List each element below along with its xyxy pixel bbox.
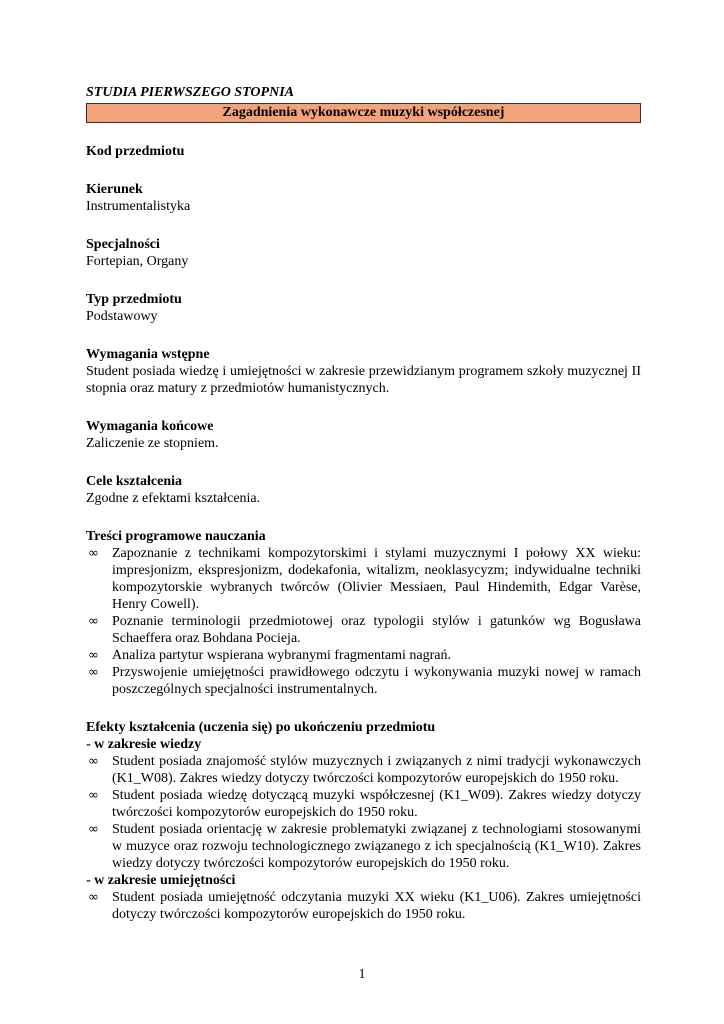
efekty-umiejetnosci-list: [86, 889, 641, 923]
typ-value: Podstawowy: [86, 309, 158, 324]
page-number: 1: [358, 967, 366, 982]
infinity-bullet-icon: ∞: [88, 788, 99, 803]
wymagania-koncowe-label: Wymagania końcowe: [86, 419, 214, 434]
section-efekty: [86, 719, 641, 923]
infinity-bullet-icon: ∞: [88, 754, 99, 769]
document-content: [86, 84, 641, 923]
section-cele: [86, 473, 641, 507]
cele-value: Zgodne z efektami kształcenia.: [86, 491, 261, 506]
list-item: ∞ Poznanie terminologii przedmiotowej oraz typologii stylów i gatunków wg Bogusława Schaeffera oraz Bohdana Pocieja.: [88, 614, 641, 646]
efekty-wiedza-label: - w zakresie wiedzy: [86, 737, 202, 752]
section-tresci: [86, 528, 641, 698]
specjalnosci-value: Fortepian, Organy: [86, 254, 189, 269]
infinity-bullet-icon: ∞: [88, 648, 99, 663]
specjalnosci-label: Specjalności: [86, 237, 160, 252]
typ-label: Typ przedmiotu: [86, 292, 182, 307]
kierunek-value: Instrumentalistyka: [86, 199, 191, 214]
list-item: ∞ Student posiada umiejętność odczytania muzyki XX wieku (K1_U06). Zakres umiejętności dotyczy twórczości kompozytorów europejskich do 1950 roku.: [88, 890, 641, 922]
tresci-list: [86, 545, 641, 698]
section-kierunek: [86, 181, 641, 215]
cele-label: Cele kształcenia: [86, 474, 183, 489]
infinity-bullet-icon: ∞: [88, 665, 99, 680]
section-wymagania-koncowe: [86, 418, 641, 452]
list-item: ∞ Student posiada orientację w zakresie problematyki związanej z technologiami stosowanymi w muzyce oraz rozwoju technologicznego związanego z ich specjalnością (K1_W10). Zakres wiedzy dotyczy twórczości kompozytorów europejskich do 1950 roku.: [88, 822, 641, 871]
section-typ: [86, 291, 641, 325]
study-level-heading: STUDIA PIERWSZEGO STOPNIA: [86, 85, 294, 100]
efekty-label: Efekty kształcenia (uczenia się) po ukończeniu przedmiotu: [86, 720, 436, 735]
wymagania-koncowe-value: Zaliczenie ze stopniem.: [86, 436, 219, 451]
infinity-bullet-icon: ∞: [88, 890, 99, 905]
tresci-label: Treści programowe nauczania: [86, 529, 266, 544]
kierunek-label: Kierunek: [86, 182, 143, 197]
section-kod: [86, 143, 641, 160]
list-item: ∞ Student posiada wiedzę dotyczącą muzyki współczesnej (K1_W09). Zakres wiedzy dotyczy twórczości kompozytorów europejskich do 1950 roku.: [88, 788, 641, 820]
infinity-bullet-icon: ∞: [88, 822, 99, 837]
list-item: ∞ Przyswojenie umiejętności prawidłowego odczytu i wykonywania muzyki nowej w ramach poszczególnych specjalności instrumentalnych.: [88, 665, 641, 697]
section-specjalnosci: [86, 236, 641, 270]
infinity-bullet-icon: ∞: [88, 614, 99, 629]
subject-title-banner: Zagadnienia wykonawcze muzyki współczesnej: [86, 103, 641, 123]
infinity-bullet-icon: ∞: [88, 546, 99, 561]
wymagania-wstepne-label: Wymagania wstępne: [86, 347, 210, 362]
list-item: ∞ Analiza partytur wspierana wybranymi fragmentami nagrań.: [88, 648, 451, 663]
wymagania-wstepne-value: Student posiada wiedzę i umiejętności w zakresie przewidzianym programem szkoły muzycznej II stopnia oraz matury z przedmiotów humanistycznych.: [86, 364, 641, 396]
list-item: ∞ Student posiada znajomość stylów muzycznych i związanych z nimi tradycji wykonawczych (K1_W08). Zakres wiedzy dotyczy twórczości kompozytorów europejskich do 1950 roku.: [88, 754, 641, 786]
efekty-umiejetnosci-label: - w zakresie umiejętności: [86, 873, 236, 888]
efekty-wiedza-list: [86, 753, 641, 872]
kod-label: Kod przedmiotu: [86, 144, 185, 159]
list-item: ∞ Zapoznanie z technikami kompozytorskimi i stylami muzycznymi I połowy XX wieku: impresjonizm, ekspresjonizm, dodekafonia, witalizm, neoklasycyzm; indywidualne techniki kompozytorskie wybranych twórców (Olivier Messiaen, Paul Hindemith, Edgar Varèse, Henry Cowell).: [88, 546, 641, 612]
section-wymagania-wstepne: [86, 346, 641, 397]
